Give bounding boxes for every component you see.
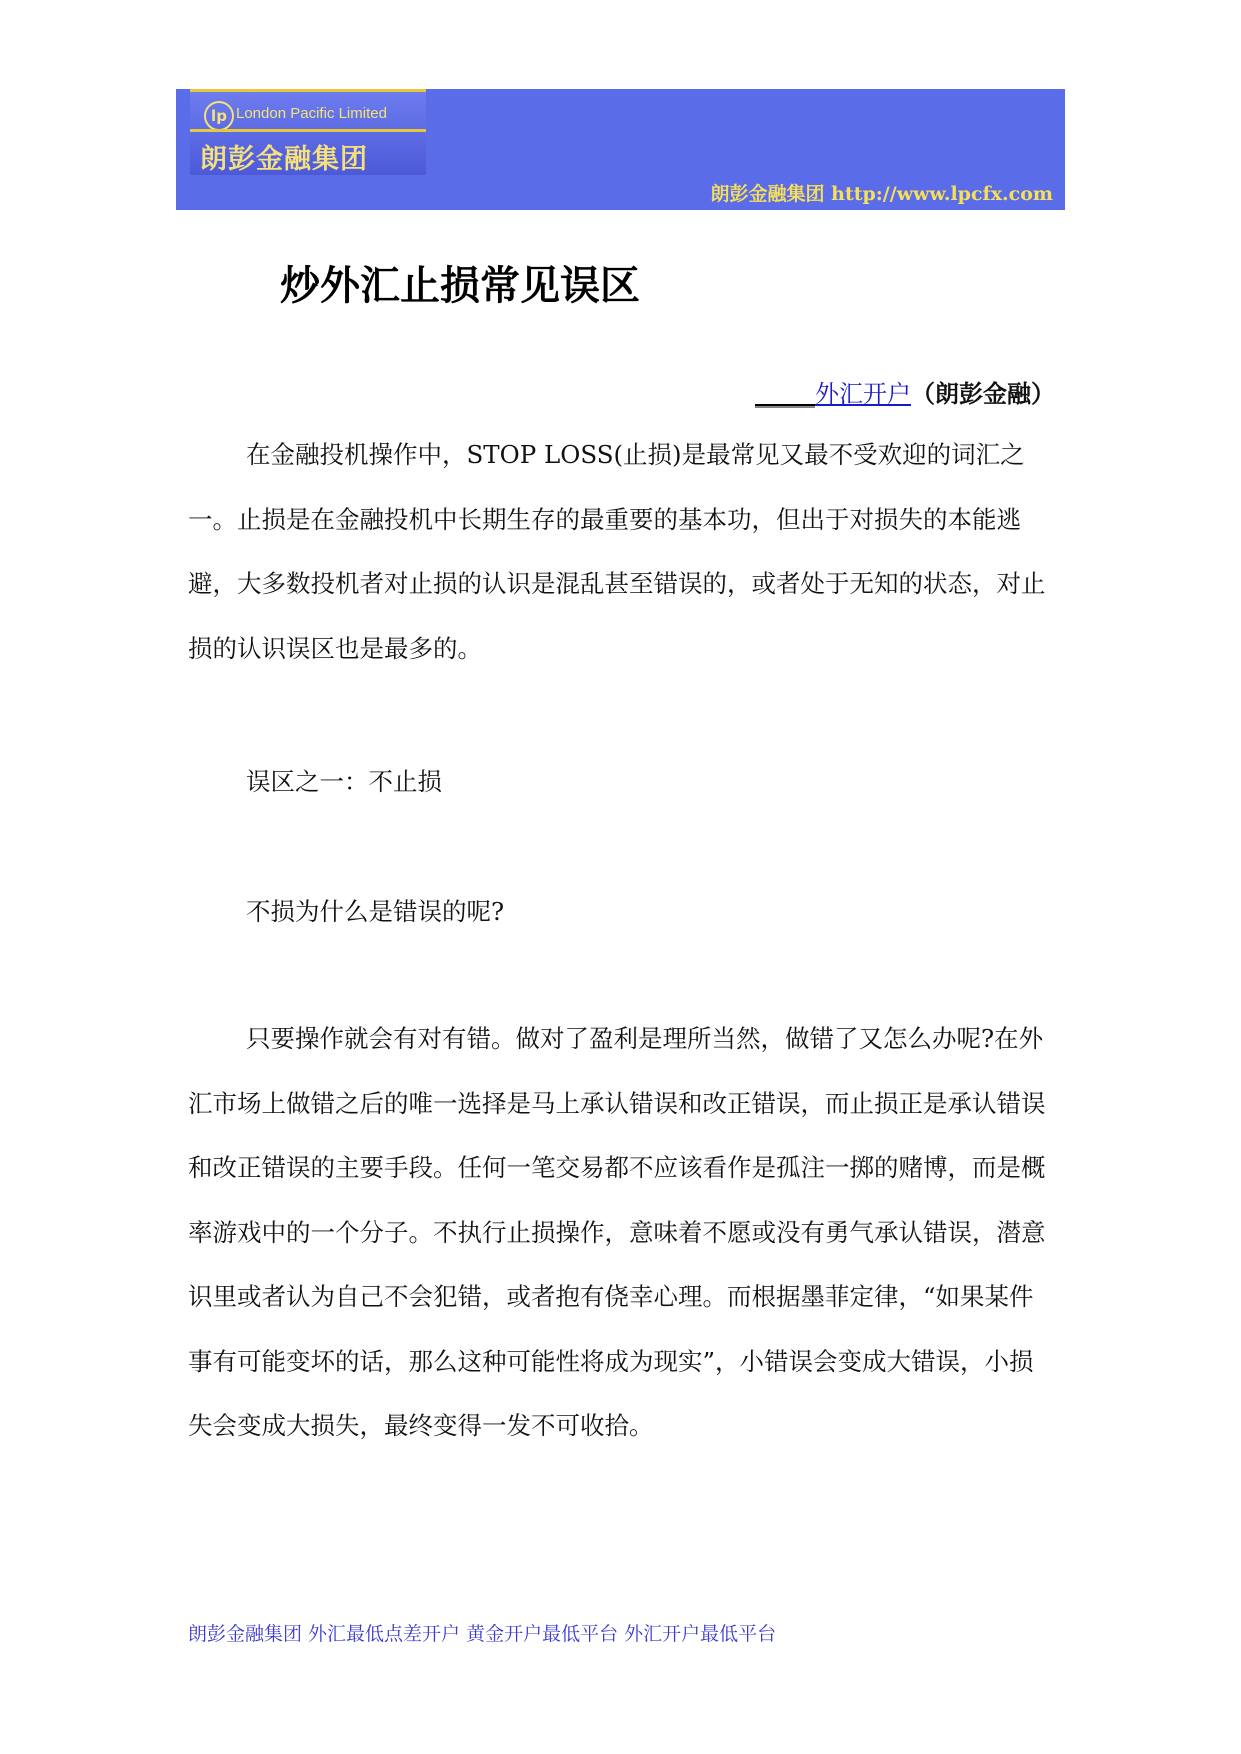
logo-divider: [190, 129, 426, 132]
page-title: 炒外汇止损常见误区: [280, 263, 640, 309]
logo-english-name: London Pacific Limited: [236, 105, 387, 122]
intro-paragraph: [188, 423, 1056, 681]
company-logo: [190, 89, 426, 175]
byline-source: （朗彭金融）: [911, 380, 1055, 408]
footer-links[interactable]: 朗彭金融集团 外汇最低点差开户 黄金开户最低平台 外汇开户最低平台: [188, 1623, 777, 1645]
section-heading: 误区之一：不止损: [246, 767, 442, 796]
question-line: 不损为什么是错误的呢?: [246, 897, 505, 926]
header-banner: [176, 89, 1065, 210]
body-paragraph: [188, 1007, 1056, 1459]
logo-chinese-name: 朗彭金融集团: [200, 144, 368, 175]
banner-site-url[interactable]: 朗彭金融集团 http://www.lpcfx.com: [710, 183, 1053, 205]
byline: [755, 374, 1055, 409]
byline-link[interactable]: 外汇开户: [815, 380, 911, 408]
intro-text: 在金融投机操作中，STOP LOSS(止损)是最常见又最不受欢迎的词汇之一。止损是在金融投机中长期生存的最重要的基本功，但出于对损失的本能逃避，大多数投机者对止损的认识是混乱甚至错误的，或者处于无知的状态，对止损的认识误区也是最多的。: [188, 440, 1046, 663]
logo-divider: [190, 89, 426, 92]
logo-emblem-icon: lp: [204, 101, 234, 131]
byline-dash: _____: [755, 380, 815, 408]
body-text: 只要操作就会有对有错。做对了盈利是理所当然，做错了又怎么办呢?在外汇市场上做错之后的唯一选择是马上承认错误和改正错误，而止损正是承认错误和改正错误的主要手段。任何一笔交易都不应该看作是孤注一掷的赌博，而是概率游戏中的一个分子。不执行止损操作，意味着不愿或没有勇气承认错误，潜意识里或者认为自己不会犯错，或者抱有侥幸心理。而根据墨菲定律，“如果某件事有可能变坏的话，那么这种可能性将成为现实”，小错误会变成大错误，小损失会变成大损失，最终变得一发不可收拾。: [188, 1024, 1046, 1440]
